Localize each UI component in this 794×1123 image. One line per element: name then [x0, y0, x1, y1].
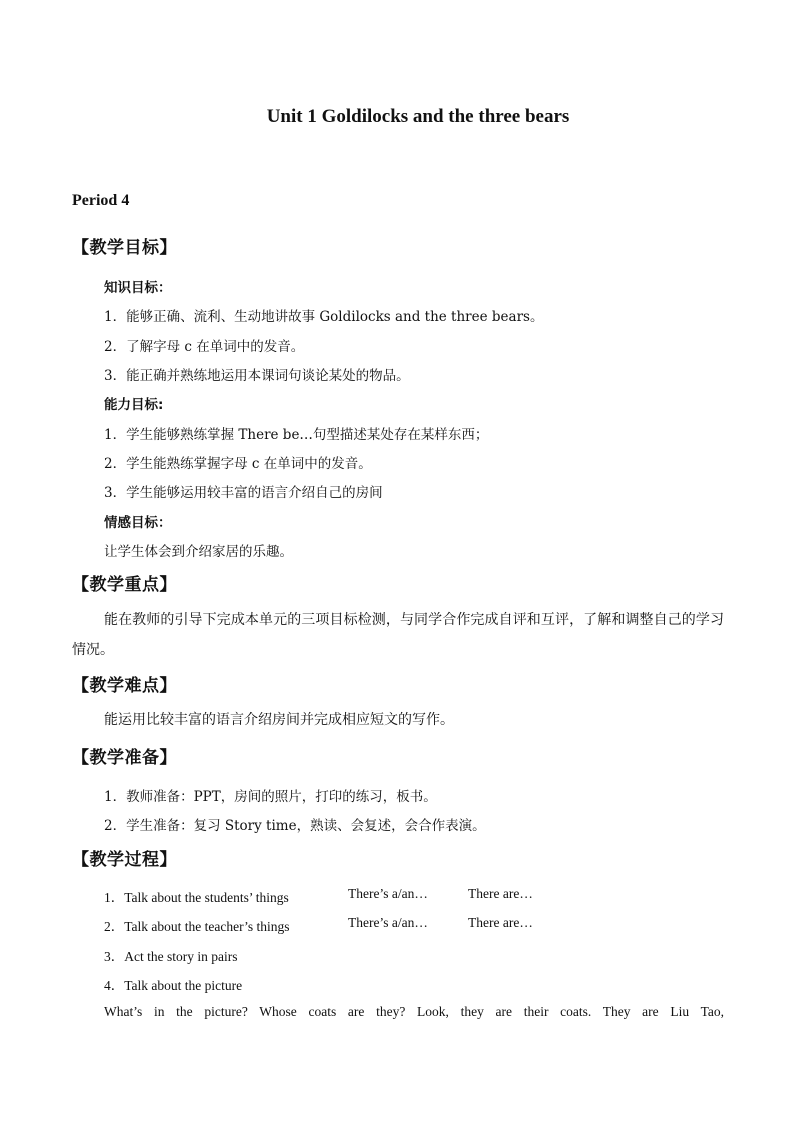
key-points-text: 能在教师的引导下完成本单元的三项目标检测，与同学合作完成自评和互评，了解和调整自己的学习情况。: [72, 612, 724, 658]
process-step-2-pattern-a: There’s a/an…: [348, 915, 428, 930]
difficulties-heading: 【教学难点】: [72, 676, 177, 696]
knowledge-item-2: 2．了解字母 c 在单词中的发音。: [104, 339, 305, 355]
key-points-heading: 【教学重点】: [72, 575, 177, 595]
process-step-3: 3．Act the story in pairs: [104, 949, 238, 964]
preparation-item-2: 2．学生准备：复习 Story time，熟读、会复述，会合作表演。: [104, 818, 486, 834]
period-label: Period 4: [72, 192, 130, 209]
emotion-objective-text: 让学生体会到介绍家居的乐趣。: [104, 544, 293, 560]
preparation-heading: 【教学准备】: [72, 748, 177, 768]
objectives-heading: 【教学目标】: [72, 238, 177, 258]
process-step-2: 2．Talk about the teacher’s things: [104, 919, 290, 934]
knowledge-objectives-label: 知识目标：: [104, 280, 172, 296]
process-step-1-pattern-b: There are…: [468, 886, 533, 901]
process-step-1: 1．Talk about the students’ things: [104, 890, 289, 905]
ability-objectives-label: 能力目标:: [104, 397, 164, 413]
ability-item-1: 1．学生能够熟练掌握 There be…句型描述某处存在某样东西；: [104, 427, 489, 443]
knowledge-item-3: 3．能正确并熟练地运用本课词句谈论某处的物品。: [104, 368, 410, 384]
difficulties-text: 能运用比较丰富的语言介绍房间并完成相应短文的写作。: [104, 712, 454, 728]
emotion-objectives-label: 情感目标：: [104, 515, 172, 531]
process-step-2-pattern-b: There are…: [468, 915, 533, 930]
ability-item-2: 2．学生能熟练掌握字母 c 在单词中的发音。: [104, 456, 372, 472]
preparation-item-1: 1．教师准备：PPT，房间的照片，打印的练习，板书。: [104, 789, 437, 805]
process-heading: 【教学过程】: [72, 850, 177, 870]
knowledge-item-1: 1．能够正确、流利、生动地讲故事 Goldilocks and the three bears。: [104, 309, 544, 325]
document-title: Unit 1 Goldilocks and the three bears: [266, 106, 570, 127]
process-step-4: 4．Talk about the picture: [104, 978, 243, 993]
ability-item-3: 3．学生能够运用较丰富的语言介绍自己的房间: [104, 485, 383, 501]
process-dialogue-line: What’s in the picture? Whose coats are they? Look, they are their coats. They are Liu Tao,: [104, 1004, 724, 1019]
process-step-1-pattern-a: There’s a/an…: [348, 886, 428, 901]
